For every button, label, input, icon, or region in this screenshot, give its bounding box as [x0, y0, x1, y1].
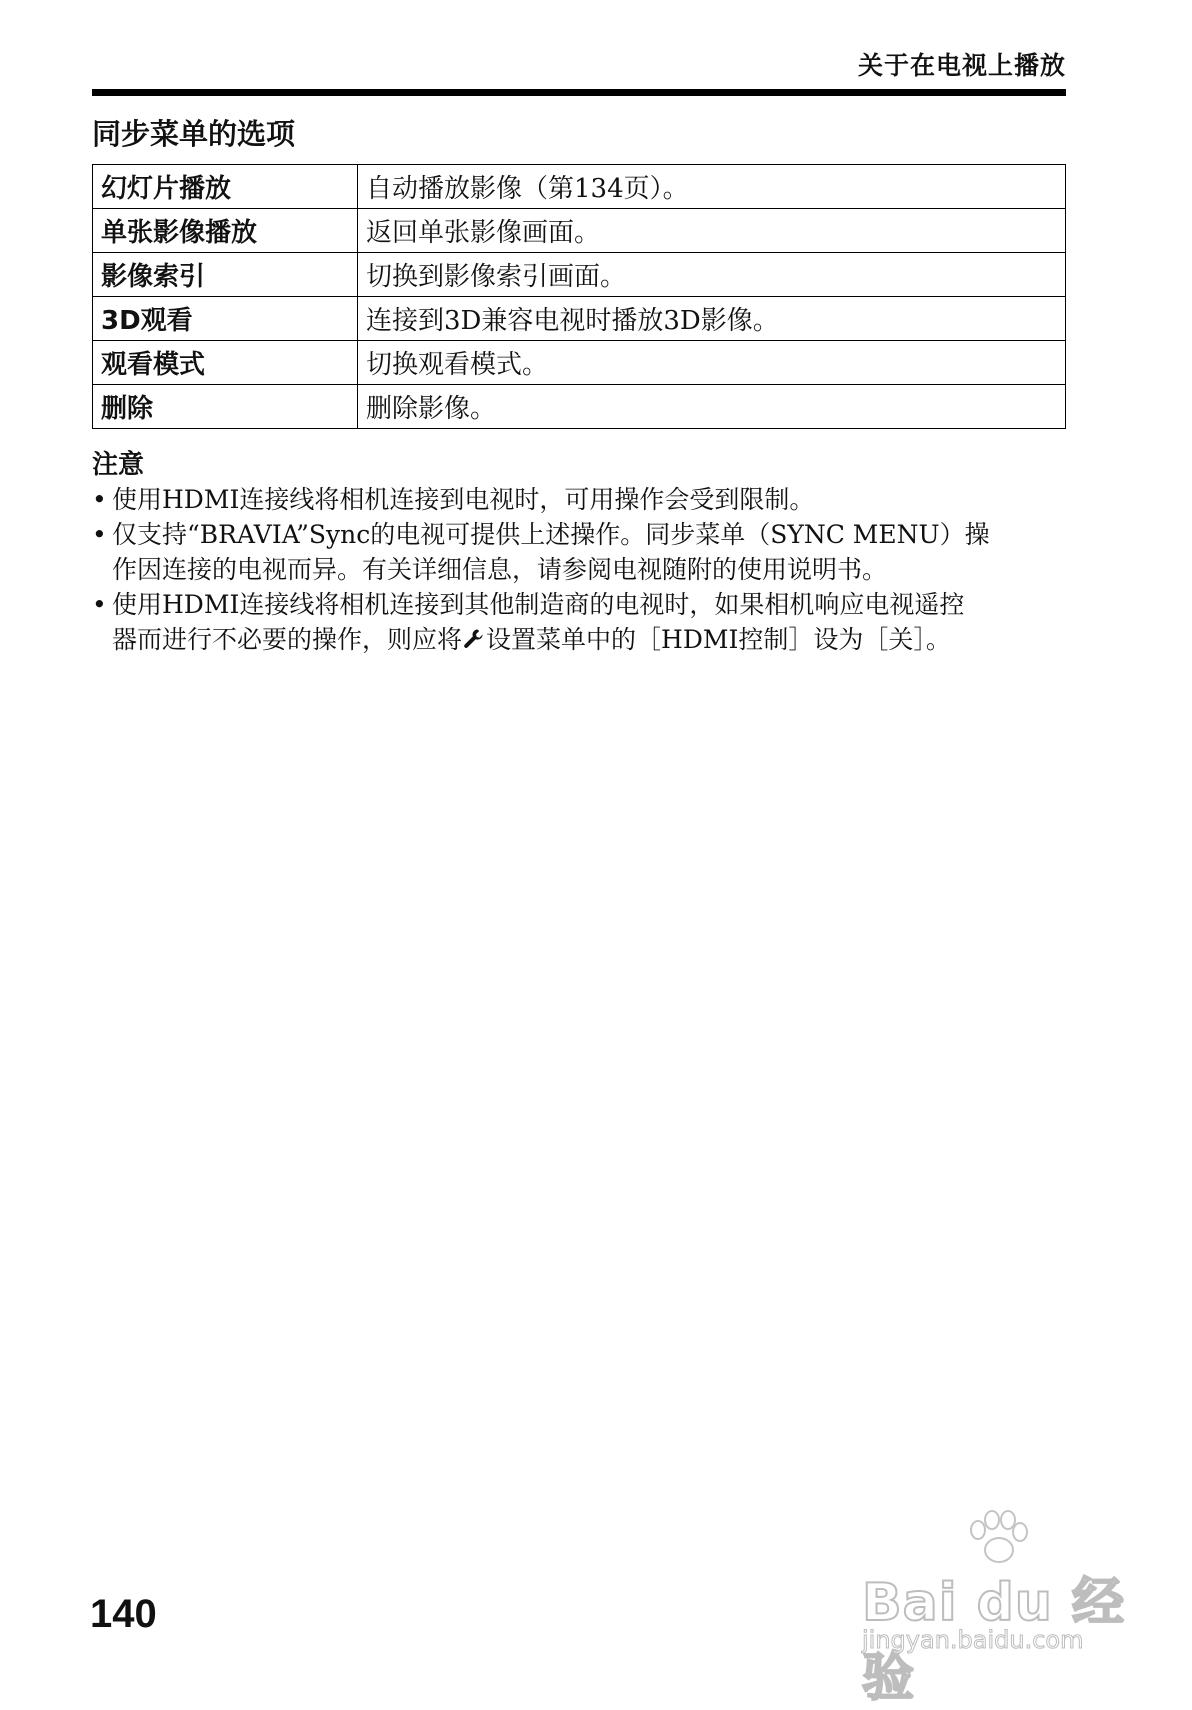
section-title: 同步菜单的选项	[92, 117, 296, 151]
list-item	[92, 517, 1072, 587]
bullet: •	[92, 485, 107, 514]
note-text-line: 作因连接的电视而异。有关详细信息，请参阅电视随附的使用说明书。	[112, 555, 888, 584]
note-text-line: 设置菜单中的［HDMI控制］设为［关］。	[486, 625, 951, 654]
page-number: 140	[90, 1592, 157, 1636]
note-text-line: 使用HDMI连接线将相机连接到其他制造商的电视时，如果相机响应电视遥控	[112, 590, 965, 619]
bullet: •	[92, 590, 107, 619]
note-text-line: 仅支持“BRAVIA”Sync的电视可提供上述操作。同步菜单（SYNC MENU）操	[112, 520, 990, 549]
table-row	[93, 297, 1066, 341]
header-rule	[92, 89, 1066, 96]
watermark-domain: jingyan.baidu.com	[862, 1626, 1084, 1654]
option-name: 影像索引	[93, 253, 358, 297]
note-text-line: 器而进行不必要的操作，则应将	[112, 625, 463, 654]
table-row	[93, 341, 1066, 385]
option-description: 切换到影像索引画面。	[358, 253, 1066, 297]
table-row	[93, 253, 1066, 297]
notes-list	[92, 482, 1072, 657]
note-text: 使用HDMI连接线将相机连接到电视时，可用操作会受到限制。	[112, 485, 815, 514]
option-name: 删除	[93, 385, 358, 429]
notes-title: 注意	[92, 450, 145, 480]
wrench-icon	[462, 625, 486, 649]
table-row	[93, 385, 1066, 429]
sync-menu-options-table	[92, 164, 1066, 429]
table-row	[93, 165, 1066, 209]
option-name: 3D观看	[93, 297, 358, 341]
option-description: 自动播放影像（第134页）。	[358, 165, 1066, 209]
paw-logo-icon	[962, 1508, 1032, 1568]
option-description: 连接到3D兼容电视时播放3D影像。	[358, 297, 1066, 341]
list-item	[92, 587, 1072, 657]
bullet: •	[92, 520, 107, 549]
option-description: 删除影像。	[358, 385, 1066, 429]
list-item	[92, 482, 1072, 517]
option-description: 返回单张影像画面。	[358, 209, 1066, 253]
table-row	[93, 209, 1066, 253]
watermark-brand: Bai du 经验	[862, 1573, 1125, 1708]
option-name: 幻灯片播放	[93, 165, 358, 209]
option-name: 单张影像播放	[93, 209, 358, 253]
option-description: 切换观看模式。	[358, 341, 1066, 385]
option-name: 观看模式	[93, 341, 358, 385]
baidu-watermark	[842, 1508, 1142, 1708]
notes-section	[92, 448, 1072, 657]
page-header-title: 关于在电视上播放	[857, 51, 1066, 80]
